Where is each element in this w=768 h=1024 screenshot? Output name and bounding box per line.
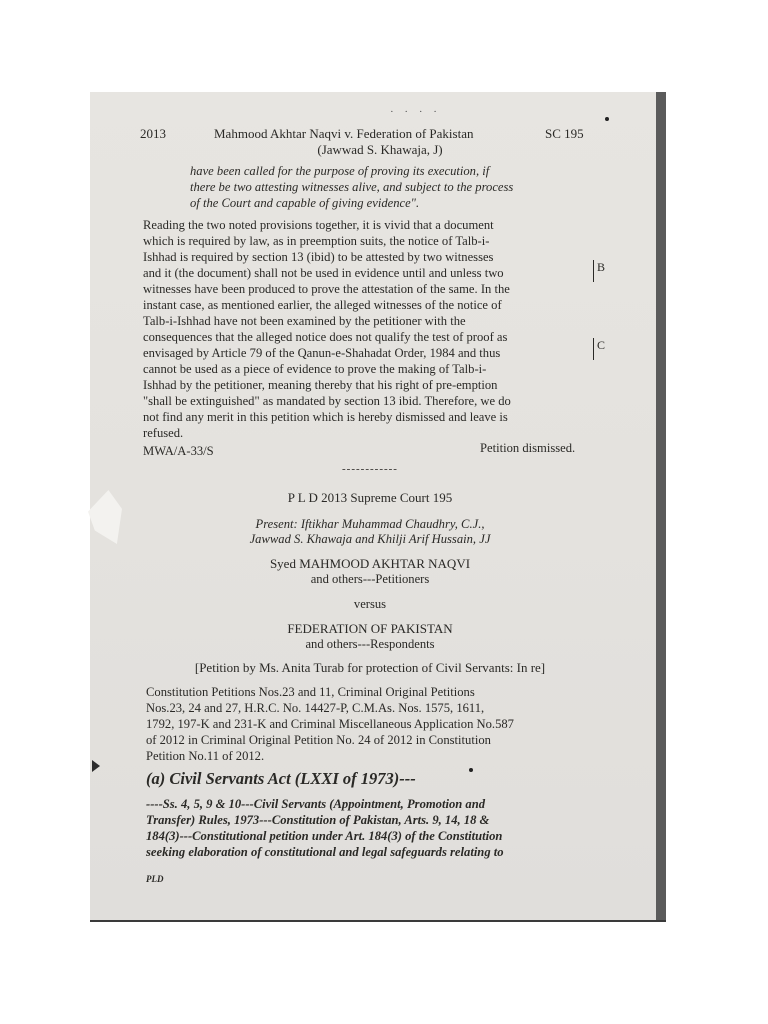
- headnote-line: 184(3)---Constitutional petition under Art. 184(3) of the Constitution: [146, 829, 503, 843]
- scan-edge-shadow: [656, 92, 666, 920]
- petition-line: of 2012 in Criminal Original Petition No. 24 of 2012 in Constitution: [146, 733, 491, 747]
- section-separator: ------------: [342, 463, 398, 475]
- petition-line: Nos.23, 24 and 27, H.R.C. No. 14427-P, C.M.As. Nos. 1575, 1611,: [146, 701, 485, 715]
- petitioner-name: Syed MAHMOOD AKHTAR NAQVI: [269, 556, 471, 571]
- body-line: witnesses have been produced to prove the attestation of the same. In the: [143, 282, 510, 296]
- petition-note: [Petition by Ms. Anita Turab for protection of Civil Servants: In re]: [194, 660, 546, 675]
- versus-label: versus: [353, 597, 387, 611]
- body-line: "shall be extinguished" as mandated by section 13 ibid. Therefore, we do: [143, 394, 511, 408]
- respondent-name: FEDERATION OF PAKISTAN: [287, 621, 453, 636]
- body-line: Talb-i-Ishhad have not been examined by the petitioner with the: [143, 314, 466, 328]
- body-line: Ishhad by the petitioner, meaning thereby that his right of pre-emption: [143, 378, 498, 392]
- report-citation: P L D 2013 Supreme Court 195: [287, 490, 453, 505]
- body-line: consequences that the alleged notice does not qualify the test of proof as: [143, 330, 508, 344]
- body-line: instant case, as mentioned earlier, the alleged witnesses of the notice of: [143, 298, 502, 312]
- petitioner-role: and others---Petitioners: [310, 572, 430, 586]
- margin-letter-b: B: [593, 260, 605, 282]
- body-line: which is required by law, as in preemption suits, the notice of Talb-i-: [143, 234, 490, 248]
- body-line: Ishhad is required by section 13 (ibid) to be attested by two witnesses: [143, 250, 494, 264]
- body-line: cannot be used as a piece of evidence to prove the making of Talb-i-: [143, 362, 487, 376]
- quote-line: of the Court and capable of giving evidence".: [190, 196, 420, 210]
- scan-smudge: · · · ·: [390, 106, 441, 118]
- header-case-title: Mahmood Akhtar Naqvi v. Federation of Pakistan: [214, 126, 474, 141]
- header-year: 2013: [140, 126, 166, 141]
- header-citation: SC 195: [545, 126, 584, 141]
- petition-line: Constitution Petitions Nos.23 and 11, Criminal Original Petitions: [146, 685, 475, 699]
- headnote-line: seeking elaboration of constitutional and legal safeguards relating to: [146, 845, 504, 859]
- bench-line-1: Present: Iftikhar Muhammad Chaudhry, C.J.,: [255, 517, 485, 531]
- header-judge: (Jawwad S. Khawaja, J): [317, 142, 443, 157]
- order-result: Petition dismissed.: [480, 441, 576, 455]
- petition-line: Petition No.11 of 2012.: [146, 749, 265, 763]
- headnote-title: (a) Civil Servants Act (LXXI of 1973)---: [146, 769, 416, 788]
- bench-line-2: Jawwad S. Khawaja and Khilji Arif Hussain, JJ: [249, 532, 491, 546]
- body-line: envisaged by Article 79 of the Qanun-e-Shahadat Order, 1984 and thus: [143, 346, 501, 360]
- body-line: not find any merit in this petition which is hereby dismissed and leave is: [143, 410, 508, 424]
- ink-dot: [469, 768, 473, 772]
- body-line: Reading the two noted provisions together, it is vivid that a document: [143, 218, 494, 232]
- body-line: refused.: [143, 426, 184, 440]
- headnote-line: Transfer) Rules, 1973---Constitution of Pakistan, Arts. 9, 14, 18 &: [146, 813, 490, 827]
- respondent-role: and others---Respondents: [305, 637, 435, 651]
- footer-mark: PLD: [146, 874, 164, 884]
- quote-line: have been called for the purpose of proving its execution, if: [190, 164, 490, 178]
- ink-dot: [605, 117, 609, 121]
- margin-letter-c: C: [593, 338, 605, 360]
- quote-line: there be two attesting witnesses alive, and subject to the process: [190, 180, 514, 194]
- body-line: and it (the document) shall not be used in evidence until and unless two: [143, 266, 504, 280]
- petition-line: 1792, 197-K and 231-K and Criminal Miscellaneous Application No.587: [146, 717, 514, 731]
- headnote-line: ----Ss. 4, 5, 9 & 10---Civil Servants (Appointment, Promotion and: [146, 797, 485, 811]
- order-reference: MWA/A-33/S: [143, 444, 214, 458]
